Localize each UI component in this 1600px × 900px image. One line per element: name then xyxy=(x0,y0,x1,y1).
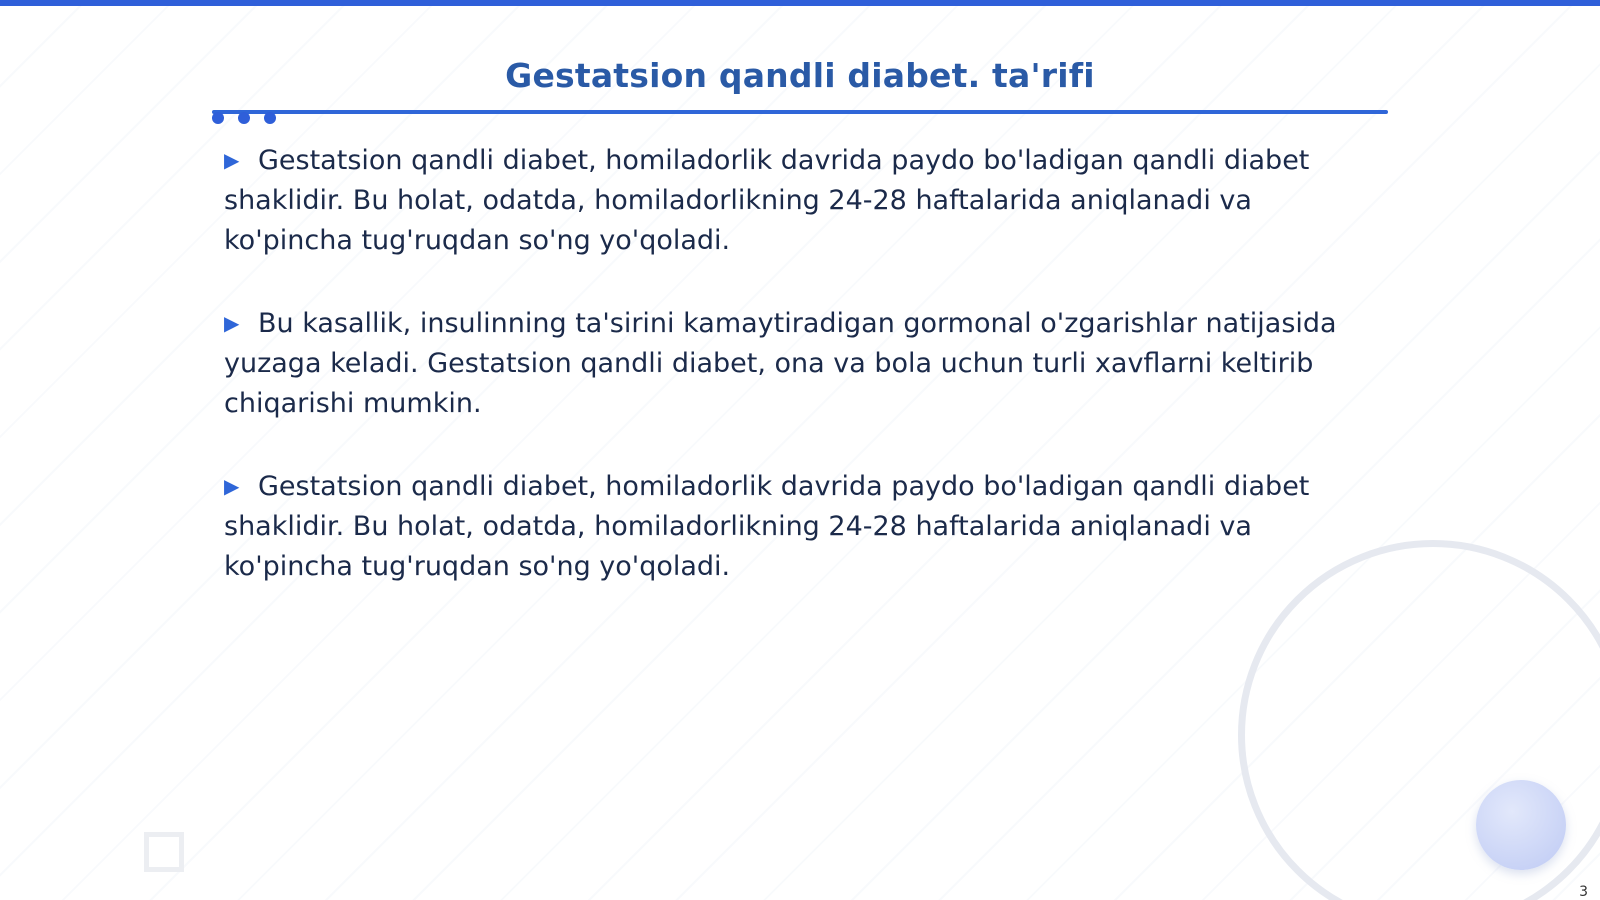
dot-decoration xyxy=(264,112,276,124)
triangle-bullet-icon: ▶ xyxy=(224,474,240,498)
bullet-paragraph-2 xyxy=(224,303,1344,424)
bullet-text: Gestatsion qandli diabet, homiladorlik davrida paydo bo'ladigan qandli diabet shaklidir. Bu holat, odatda, homiladorlikning 24-28 haftalarida aniqlanadi va ko'pincha tug'ruqdan so'ng yo'qoladi. xyxy=(224,471,1310,582)
triangle-bullet-icon: ▶ xyxy=(224,311,240,335)
dot-decoration xyxy=(238,112,250,124)
decorative-sphere xyxy=(1476,780,1566,870)
bullet-list xyxy=(224,140,1344,629)
triangle-bullet-icon: ▶ xyxy=(224,148,240,172)
slide-title: Gestatsion qandli diabet. ta'rifi xyxy=(505,56,1095,95)
title-dots-decoration xyxy=(212,112,282,126)
title-underline xyxy=(212,110,1388,114)
bullet-paragraph-3 xyxy=(224,466,1344,587)
page-number: 3 xyxy=(1579,884,1588,900)
bullet-paragraph-1 xyxy=(224,140,1344,261)
decorative-square xyxy=(144,832,184,872)
bullet-text: Gestatsion qandli diabet, homiladorlik davrida paydo bo'ladigan qandli diabet shaklidir. Bu holat, odatda, homiladorlikning 24-28 haftalarida aniqlanadi va ko'pincha tug'ruqdan so'ng yo'qoladi. xyxy=(224,145,1310,256)
dot-decoration xyxy=(212,112,224,124)
bullet-text: Bu kasallik, insulinning ta'sirini kamaytiradigan gormonal o'zgarishlar natijasida yuzaga keladi. Gestatsion qandli diabet, ona va bola uchun turli xavflarni keltirib chiqarishi mumkin. xyxy=(224,308,1337,419)
top-accent-bar xyxy=(0,0,1600,6)
